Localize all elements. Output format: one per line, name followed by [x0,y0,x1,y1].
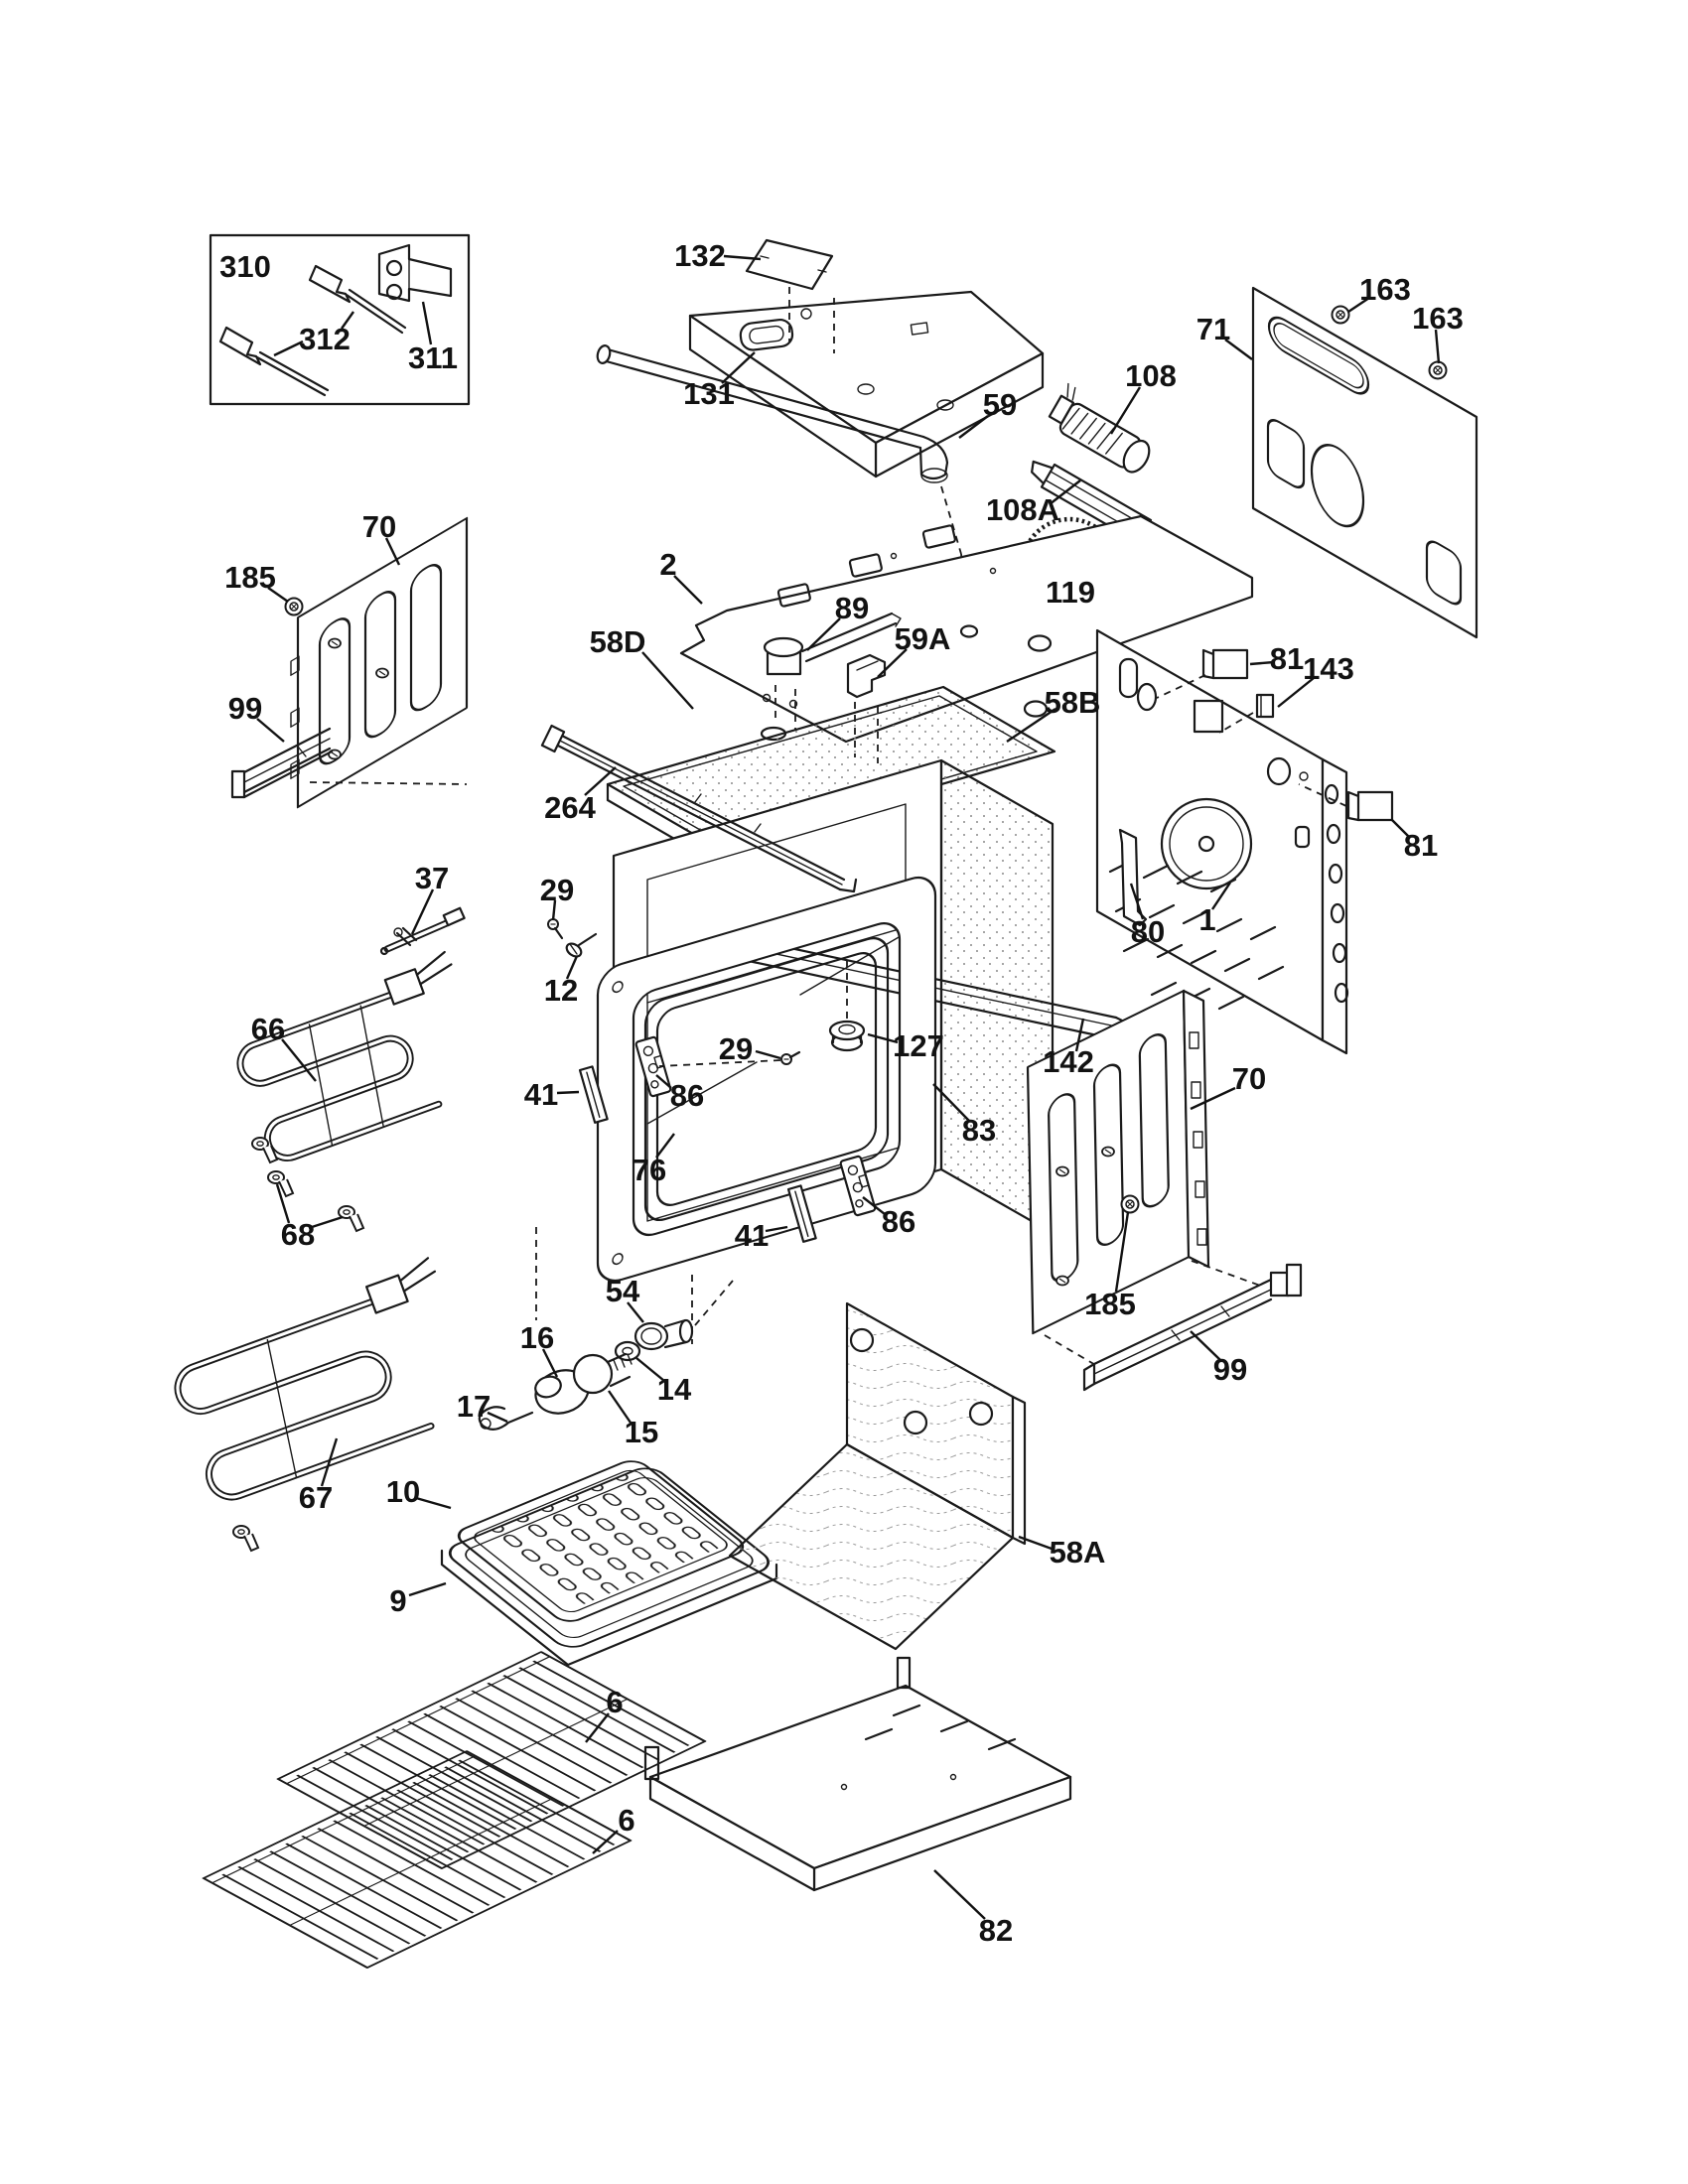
part-label-131: 131 [683,376,735,411]
part-label-1: 1 [1198,902,1216,937]
rear-upper-panel-71 [1253,288,1477,637]
part-label-12: 12 [543,973,579,1008]
part-label-185: 185 [224,560,276,595]
lamp-lens-54 [635,1320,692,1349]
leader-line-82 [934,1870,985,1919]
broiler-insert-10 [452,1457,750,1625]
part-label-6: 6 [618,1803,635,1838]
leader-line-58D [642,652,693,709]
part-label-2: 2 [659,547,677,582]
bake-element-67 [164,1258,485,1506]
part-label-86: 86 [881,1204,916,1239]
bracket-81-lower [1348,792,1392,820]
top-panel-131 [690,292,1043,477]
part-label-59: 59 [982,387,1018,422]
part-label-67: 67 [298,1480,334,1515]
part-label-82: 82 [978,1913,1014,1948]
part-label-311: 311 [407,341,459,375]
part-label-89: 89 [834,591,870,625]
part-label-41: 41 [734,1218,770,1253]
leader-line-10 [416,1498,451,1508]
part-label-99: 99 [1212,1352,1248,1387]
part-label-76: 76 [632,1153,667,1187]
oven-rack-upper-6 [278,1652,705,1868]
panel-screw [1056,1167,1068,1176]
nut-163-a [1333,307,1349,324]
access-cover-132 [747,240,832,289]
insulation-wrap-58A [730,1303,1025,1649]
element-clip [233,1526,258,1551]
part-label-142: 142 [1043,1044,1094,1079]
part-label-108A: 108A [985,492,1060,527]
part-label-66: 66 [250,1012,286,1046]
part-label-10: 10 [385,1474,421,1509]
mounting-bracket-311 [379,245,451,301]
part-label-29: 29 [539,873,575,907]
part-label-17: 17 [456,1389,492,1424]
part-label-312: 312 [299,322,351,356]
nut-185-right [1122,1196,1139,1213]
part-label-86: 86 [669,1078,705,1113]
part-label-310: 310 [219,249,271,284]
panel-screw [1102,1148,1114,1157]
part-label-16: 16 [519,1320,555,1355]
part-label-83: 83 [961,1113,997,1148]
part-label-127: 127 [893,1028,944,1063]
part-label-41: 41 [523,1077,559,1112]
bottom-panel-82 [645,1658,1070,1890]
panel-screw [1056,1277,1068,1286]
convection-element-108 [1046,384,1161,477]
leader-line-311 [423,302,431,344]
part-label-71: 71 [1196,312,1231,346]
part-label-143: 143 [1303,651,1354,686]
leader-line-2 [674,576,702,604]
leader-line-108 [1111,387,1140,434]
vent-127 [830,1022,864,1050]
part-label-119: 119 [1045,575,1096,610]
part-label-163: 163 [1412,301,1464,336]
nut-163-b [1430,362,1447,379]
leader-line-6 [593,1831,618,1853]
part-label-58B: 58B [1044,685,1101,720]
leader-line-9 [409,1583,446,1595]
leader-line-41 [557,1092,579,1093]
probe-37 [381,908,465,954]
screw-12 [564,934,596,959]
clip-143 [1257,695,1273,717]
part-label-80: 80 [1130,914,1166,949]
part-label-58D: 58D [589,624,646,659]
left-side-panel-70 [291,518,467,811]
part-label-70: 70 [1231,1061,1267,1096]
part-label-163: 163 [1359,272,1411,307]
part-label-70: 70 [361,509,397,544]
part-label-264: 264 [544,790,596,825]
oven-rack-lower-6 [204,1751,631,1968]
part-label-58A: 58A [1049,1535,1106,1570]
part-label-15: 15 [624,1415,659,1449]
bracket-81-upper [1203,650,1247,678]
part-label-29: 29 [718,1031,754,1066]
part-label-9: 9 [389,1583,407,1618]
part-label-132: 132 [674,238,726,273]
part-label-14: 14 [656,1372,692,1407]
part-label-81: 81 [1403,828,1439,863]
part-label-59A: 59A [894,621,951,656]
part-label-54: 54 [605,1274,640,1308]
broil-element-66 [227,951,495,1165]
screw-29-a [548,919,562,938]
panel-screw [376,669,388,678]
part-label-99: 99 [227,691,263,726]
part-label-6: 6 [606,1685,624,1719]
part-label-37: 37 [414,861,450,895]
lamp-gasket-14 [616,1342,639,1360]
screw-68-b [339,1206,363,1231]
part-label-81: 81 [1269,641,1305,676]
element-clip [252,1138,277,1162]
panel-screw [329,639,341,648]
part-label-68: 68 [280,1217,316,1252]
part-label-108: 108 [1125,358,1177,393]
part-label-185: 185 [1084,1287,1136,1321]
